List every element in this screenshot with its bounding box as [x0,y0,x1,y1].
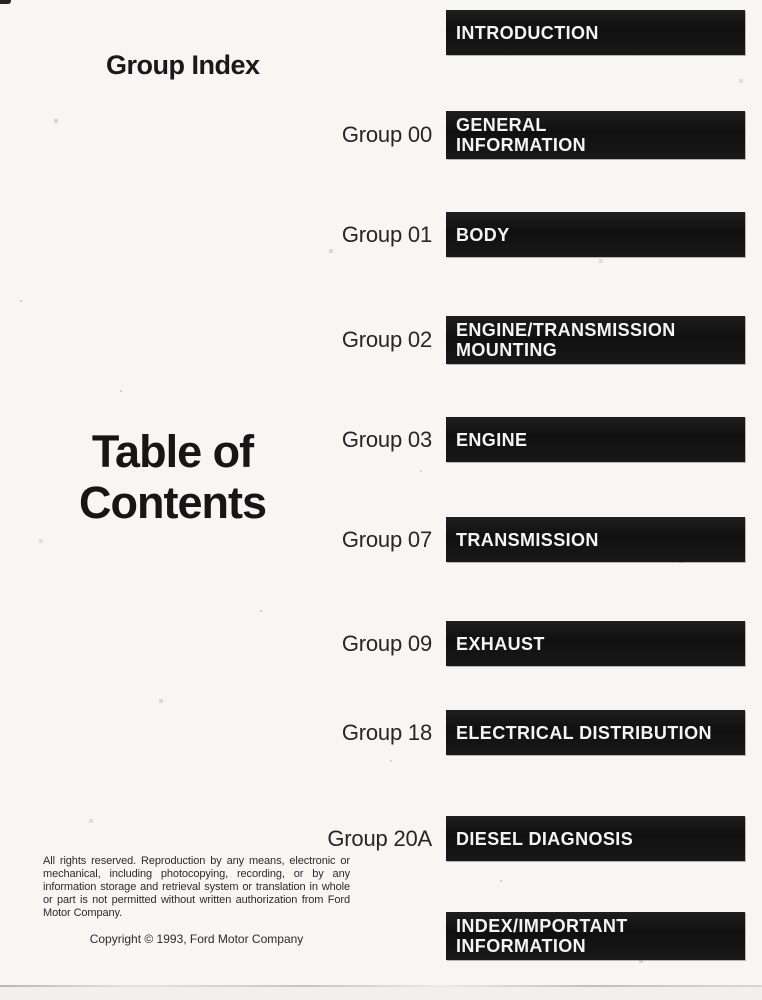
toc-section-bar [446,212,745,257]
toc-group-label: Group 02 [341,327,432,352]
toc-row [0,10,762,55]
toc-group-label: Group 01 [341,221,432,247]
toc-row [0,621,762,666]
toc-group-label: Group 00 [341,122,432,147]
toc-section-title-line: INFORMATION [456,936,587,956]
toc-group-label: Group 07 [341,526,432,552]
page-title-line-2: Contents [79,477,266,528]
toc-section-bar [446,816,745,861]
toc-section-title-line: BODY [456,224,510,245]
toc-section-title-line: INFORMATION [456,135,587,155]
toc-group-label: Group 20A [327,825,432,851]
toc-section-bar [446,621,745,666]
toc-section-bar [446,912,745,960]
toc-section-title-line: ELECTRICAL DISTRIBUTION [456,722,712,743]
toc-section-bar [446,10,745,55]
toc-section-bar [446,517,745,562]
toc-section-bar [446,710,745,755]
toc-group-label: Group 03 [341,426,432,452]
scan-page-edge-strip [0,987,762,1000]
toc-section-title-line: TRANSMISSION [456,529,599,550]
group-index-heading: Group Index [106,50,260,80]
copyright-line: Copyright © 1993, Ford Motor Company [89,932,304,946]
toc-section-bar [446,111,745,159]
toc-row [0,316,762,364]
toc-row [0,212,762,257]
toc-row [0,710,762,755]
toc-row [0,111,762,159]
toc-section-title-line: MOUNTING [456,340,558,360]
toc-section-title-line: GENERAL [456,115,547,135]
toc-section-bar [446,417,745,462]
toc-row [0,517,762,562]
toc-row [0,417,762,462]
toc-section-title-line: ENGINE/TRANSMISSION [456,320,676,340]
toc-section-title-line: INTRODUCTION [456,22,599,43]
toc-section-title-line: INDEX/IMPORTANT [456,916,628,936]
toc-section-title-line: ENGINE [456,429,528,450]
rights-notice-text: All rights reserved. Reproduction by any means, electronic or mechanical, including photocopying, recording, or by any information storage and retrieval system or translation in whole or part is not permitted without written authorization from Ford Motor Company. [43,855,350,919]
toc-section-bar [446,316,745,364]
toc-section-title-line: EXHAUST [456,633,545,654]
toc-group-label: Group 18 [341,719,432,745]
toc-group-label: Group 09 [341,630,432,656]
page-title-line-1: Table of [91,426,254,477]
toc-section-title-line: DIESEL DIAGNOSIS [456,828,634,849]
